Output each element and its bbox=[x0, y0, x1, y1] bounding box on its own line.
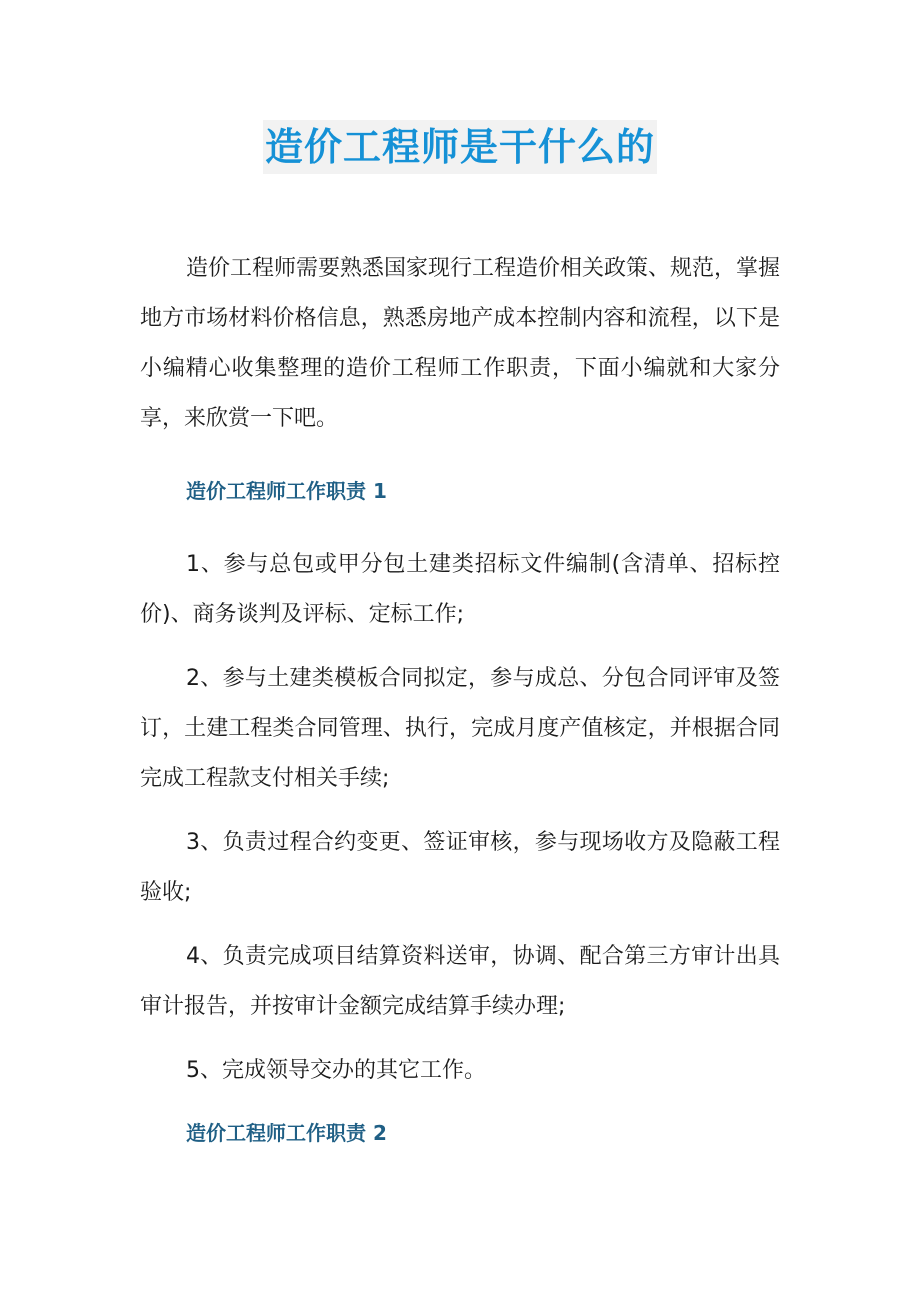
section-heading-2: 造价工程师工作职责 2 bbox=[186, 1121, 387, 1145]
page-title: 造价工程师是干什么的 bbox=[263, 120, 657, 174]
duty-item-2: 2、参与土建类模板合同拟定，参与成总、分包合同评审及签订，土建工程类合同管理、执行，完成月度产值核定，并根据合同完成工程款支付相关手续; bbox=[140, 666, 780, 791]
title-container bbox=[0, 120, 920, 174]
document-body bbox=[140, 244, 780, 1148]
duty-item-5: 5、完成领导交办的其它工作。 bbox=[186, 1058, 486, 1083]
duty-item-3: 3、负责过程合约变更、签证审核，参与现场收方及隐蔽工程验收; bbox=[140, 830, 780, 905]
intro-paragraph: 造价工程师需要熟悉国家现行工程造价相关政策、规范，掌握地方市场材料价格信息，熟悉房地产成本控制内容和流程，以下是小编精心收集整理的造价工程师工作职责，下面小编就和大家分享，来欣赏一下吧。 bbox=[140, 256, 781, 431]
duty-item-4: 4、负责完成项目结算资料送审，协调、配合第三方审计出具审计报告，并按审计金额完成结算手续办理; bbox=[140, 944, 780, 1019]
duty-item-1: 1、参与总包或甲分包土建类招标文件编制(含清单、招标控价)、商务谈判及评标、定标工作; bbox=[140, 552, 780, 627]
section-heading-1: 造价工程师工作职责 1 bbox=[186, 479, 387, 503]
